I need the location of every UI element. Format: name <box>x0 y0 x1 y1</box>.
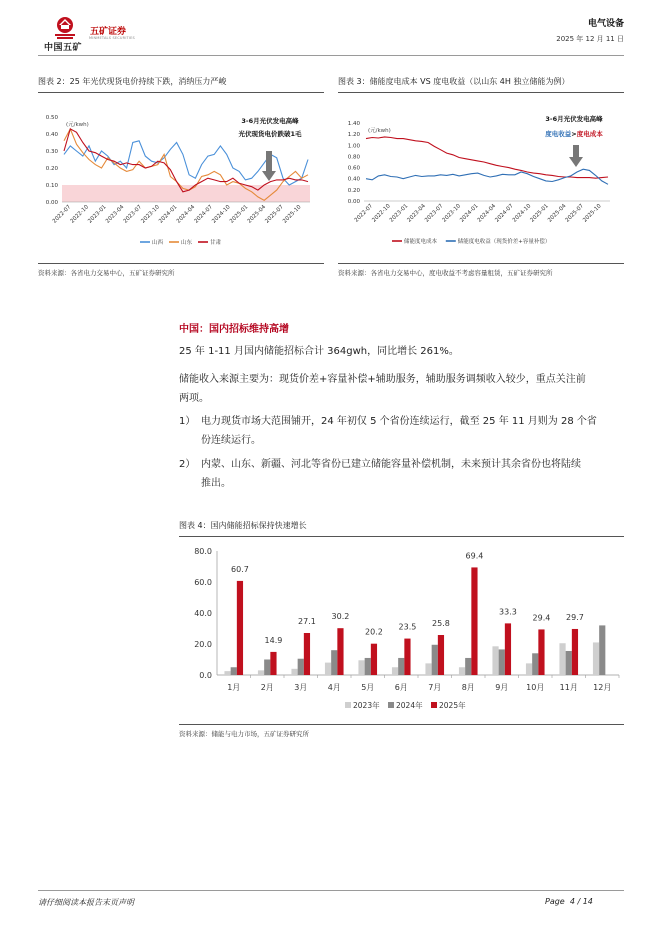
fig4-title: 图表 4：国内储能招标保持快速增长 <box>179 521 307 530</box>
paragraph-2-line-1: 储能收入来源主要为：现货价差+容量补偿+辅助服务，辅助服务调频收入较少，重点关注前 <box>179 374 586 385</box>
x-tick-label: 7月 <box>428 683 442 692</box>
x-tick-label: 2023-10 <box>140 204 161 225</box>
x-tick-label: 2月 <box>260 683 274 692</box>
x-tick-label: 2025-04 <box>246 204 268 225</box>
bar-2024年-12月 <box>599 625 605 675</box>
x-tick-label: 4月 <box>327 683 341 692</box>
bar-2025年-5月 <box>371 644 377 675</box>
page-number <box>545 897 593 906</box>
paragraph-2-line-2: 两项。 <box>179 393 209 404</box>
x-tick-label: 2025-07 <box>564 203 586 224</box>
x-tick-label: 1月 <box>227 683 241 692</box>
data-label: 14.9 <box>264 635 283 645</box>
x-tick-label: 2025-01 <box>529 203 550 224</box>
x-tick-label: 2023-07 <box>423 203 445 224</box>
bar-2025年-10月 <box>538 629 544 675</box>
y-tick-label: 0.50 <box>45 115 58 121</box>
section-paragraph-2 <box>179 370 629 408</box>
list-item-line-1: 电力现货市场大范围铺开，24 年初仅 5 个省份连续运行，截至 25 年 11 月则为 28 个省 <box>201 416 597 427</box>
y-tick-label: 1.20 <box>347 132 360 139</box>
bar-2024年-1月 <box>231 667 237 675</box>
bar-2024年-4月 <box>331 650 337 675</box>
y-tick-label: 0.00 <box>45 200 58 206</box>
x-tick-label: 3月 <box>294 683 308 692</box>
x-tick-label: 2023-04 <box>406 203 427 224</box>
list-item <box>179 455 195 474</box>
y-tick-label: 1.00 <box>347 143 360 150</box>
y-tick-label: 1.40 <box>347 121 360 127</box>
bar-2023年-4月 <box>325 663 331 675</box>
brand-name: 五矿证券 <box>90 27 127 37</box>
x-tick-label: 2024-07 <box>494 203 515 224</box>
data-label: 25.8 <box>432 619 450 629</box>
x-tick-label: 6月 <box>394 683 408 692</box>
fig4-source: 资料来源：储能与电力市场，五矿证券研究所 <box>179 730 309 738</box>
x-tick-label: 2025-10 <box>282 204 303 225</box>
x-tick-label: 2022-07 <box>353 203 375 224</box>
report-date: 2025 年 12 月 11 日 <box>556 35 624 43</box>
fig4-bottom-rule <box>179 724 624 725</box>
legend-swatch <box>345 702 351 708</box>
bar-2024年-2月 <box>264 660 270 676</box>
footer-disclaimer: 请仔细阅读本报告末页声明 <box>38 898 134 907</box>
bar-2023年-9月 <box>492 646 498 675</box>
bar-2025年-3月 <box>304 633 310 675</box>
x-tick-label: 8月 <box>461 683 475 692</box>
data-label: 30.2 <box>331 612 350 622</box>
y-axis-label: (元/kwh) <box>66 122 89 128</box>
fig2-title: 图表 2：25 年光伏现货电价持续下跌，消纳压力严峻 <box>38 77 227 86</box>
data-label: 69.4 <box>465 551 484 561</box>
y-axis-label: (元/kwh) <box>368 128 391 134</box>
fig3-chart <box>338 95 624 255</box>
bar-2025年-7月 <box>438 635 444 675</box>
y-tick-label: 20.0 <box>194 640 212 649</box>
bar-2025年-1月 <box>237 581 243 675</box>
y-tick-label: 80.0 <box>194 547 212 556</box>
x-tick-label: 2025-07 <box>264 204 285 225</box>
bar-2023年-12月 <box>593 642 599 675</box>
company-name: 中国五矿 <box>44 43 83 53</box>
x-tick-label: 2023-04 <box>104 204 126 225</box>
bar-2023年-1月 <box>224 671 230 675</box>
fig2-title-rule <box>38 92 324 93</box>
fig4-title-rule <box>179 536 624 537</box>
bar-2024年-6月 <box>398 658 404 675</box>
section-title: 中国：国内招标维持高增 <box>179 324 289 335</box>
bar-2025年-6月 <box>404 639 410 675</box>
legend-label: 储能度电收益（现货价差+容量补偿） <box>457 239 551 245</box>
fig3-title-rule <box>338 92 624 93</box>
fig3-title: 图表 3：储能度电成本 VS 度电收益（以山东 4H 独立储能为例） <box>338 77 570 86</box>
fig2-chart <box>38 95 324 255</box>
fig4-chart <box>179 540 624 720</box>
bar-2023年-10月 <box>526 663 532 675</box>
bar-2025年-8月 <box>471 567 477 675</box>
annotation-gt: > <box>571 130 577 138</box>
legend-label: 甘肃 <box>210 240 222 246</box>
y-tick-label: 0.0 <box>199 671 212 680</box>
page-label: Page <box>545 897 565 906</box>
list-item-number: 2） <box>179 459 196 470</box>
bar-2024年-5月 <box>365 658 371 675</box>
y-tick-label: 0.40 <box>45 132 58 138</box>
x-tick-label: 2024-01 <box>158 204 179 225</box>
data-label: 33.3 <box>499 607 517 617</box>
list-item-line-1: 内蒙、山东、新疆、河北等省份已建立储能容量补偿机制，未来预计其余省份也将陆续 <box>201 459 581 470</box>
fig3-source: 资料来源：各省电力交易中心，度电收益不考虑容量租赁，五矿证券研究所 <box>338 269 553 277</box>
legend-label: 储能度电成本 <box>404 239 438 245</box>
fig2-source: 资料来源：各省电力交易中心，五矿证券研究所 <box>38 269 175 277</box>
x-tick-label: 2023-01 <box>87 204 108 225</box>
list-item-number: 1） <box>179 416 196 427</box>
y-tick-label: 0.10 <box>45 183 58 189</box>
fig2-bottom-rule <box>38 263 324 264</box>
annotation-line-2 <box>545 129 603 138</box>
bar-2023年-7月 <box>425 663 431 675</box>
bar-2024年-9月 <box>499 649 505 675</box>
data-label: 60.7 <box>231 564 249 574</box>
report-category: 电气设备 <box>587 19 624 29</box>
bar-2025年-11月 <box>572 629 578 675</box>
x-tick-label: 2022-10 <box>371 203 392 224</box>
bar-2025年-9月 <box>505 623 511 675</box>
x-tick-label: 2025-01 <box>228 204 250 225</box>
x-tick-label: 2024-07 <box>193 204 214 225</box>
annotation-line-1: 3-6月光伏发电高峰 <box>241 117 299 125</box>
footer-divider <box>38 890 624 891</box>
legend-label: 2024年 <box>396 701 423 710</box>
x-tick-label: 2024-04 <box>175 204 197 225</box>
annotation-line-2: 光伏现货电价跌破1毛 <box>238 130 302 138</box>
fig3-bottom-rule <box>338 263 624 264</box>
x-tick-label: 9月 <box>495 683 509 692</box>
bar-2023年-3月 <box>291 669 297 675</box>
data-label: 20.2 <box>365 627 383 637</box>
x-tick-label: 11月 <box>559 683 578 692</box>
bar-2024年-8月 <box>465 658 471 675</box>
x-tick-label: 2024-10 <box>511 203 533 224</box>
x-tick-label: 2022-07 <box>51 204 73 225</box>
data-label: 29.7 <box>566 612 584 622</box>
annotation-cost: 度电成本 <box>576 130 603 138</box>
bar-2023年-5月 <box>358 660 364 675</box>
list-item <box>179 412 195 431</box>
bar-2024年-7月 <box>432 645 438 675</box>
x-tick-label: 2023-10 <box>441 203 463 224</box>
annotation-line-1: 3-6月光伏发电高峰 <box>545 115 603 123</box>
data-label: 27.1 <box>298 616 316 626</box>
header-divider <box>38 55 624 56</box>
legend-swatch <box>388 702 394 708</box>
list-item-line-2: 推出。 <box>201 478 231 489</box>
list-item-line-2: 份连续运行。 <box>201 435 261 446</box>
company-logo-icon <box>52 16 78 40</box>
y-tick-label: 40.0 <box>194 609 212 618</box>
legend-label: 山西 <box>152 240 164 246</box>
data-label: 29.4 <box>532 613 551 623</box>
x-tick-label: 2025-04 <box>546 203 568 224</box>
list-item-text <box>201 412 631 450</box>
x-tick-label: 12月 <box>593 683 612 692</box>
x-tick-label: 2024-01 <box>459 203 480 224</box>
y-tick-label: 0.20 <box>45 166 58 172</box>
x-tick-label: 5月 <box>361 683 375 692</box>
y-tick-label: 60.0 <box>194 578 212 587</box>
page-count: 4 / 14 <box>569 897 593 906</box>
legend-label: 山东 <box>181 240 193 246</box>
bar-2024年-10月 <box>532 653 538 675</box>
y-tick-label: 0.80 <box>347 154 360 161</box>
legend-swatch <box>431 702 437 708</box>
bar-2024年-11月 <box>566 651 572 675</box>
bar-2025年-2月 <box>270 652 276 675</box>
y-tick-label: 0.00 <box>347 199 360 205</box>
bar-2024年-3月 <box>298 659 304 675</box>
legend-label: 2023年 <box>353 701 380 710</box>
bar-2025年-4月 <box>337 628 343 675</box>
bar-2023年-6月 <box>392 667 398 675</box>
list-item-text <box>201 455 631 493</box>
bar-2023年-2月 <box>258 670 264 675</box>
y-tick-label: 0.20 <box>347 187 360 194</box>
bar-2023年-11月 <box>559 643 565 675</box>
annotation-revenue: 度电收益 <box>545 130 572 138</box>
brand-name-en: MINMETALS SECURITIES <box>89 36 135 40</box>
annotation-arrow-icon <box>262 151 276 181</box>
y-tick-label: 0.30 <box>45 149 58 155</box>
data-label: 23.5 <box>398 622 417 632</box>
y-tick-label: 0.60 <box>347 165 360 172</box>
bar-2023年-8月 <box>459 667 465 675</box>
x-tick-label: 2024-10 <box>211 204 232 225</box>
section-paragraph-1: 25 年 1-11 月国内储能招标合计 364gwh，同比增长 261%。 <box>179 346 459 357</box>
x-tick-label: 10月 <box>526 683 545 692</box>
x-tick-label: 2023-01 <box>388 203 410 224</box>
annotation-arrow-icon <box>569 145 583 167</box>
legend-label: 2025年 <box>439 701 466 710</box>
x-tick-label: 2022-10 <box>69 204 90 225</box>
x-tick-label: 2023-07 <box>122 204 144 225</box>
x-tick-label: 2025-10 <box>582 203 603 224</box>
x-tick-label: 2024-04 <box>476 203 498 224</box>
y-tick-label: 0.40 <box>347 176 360 183</box>
